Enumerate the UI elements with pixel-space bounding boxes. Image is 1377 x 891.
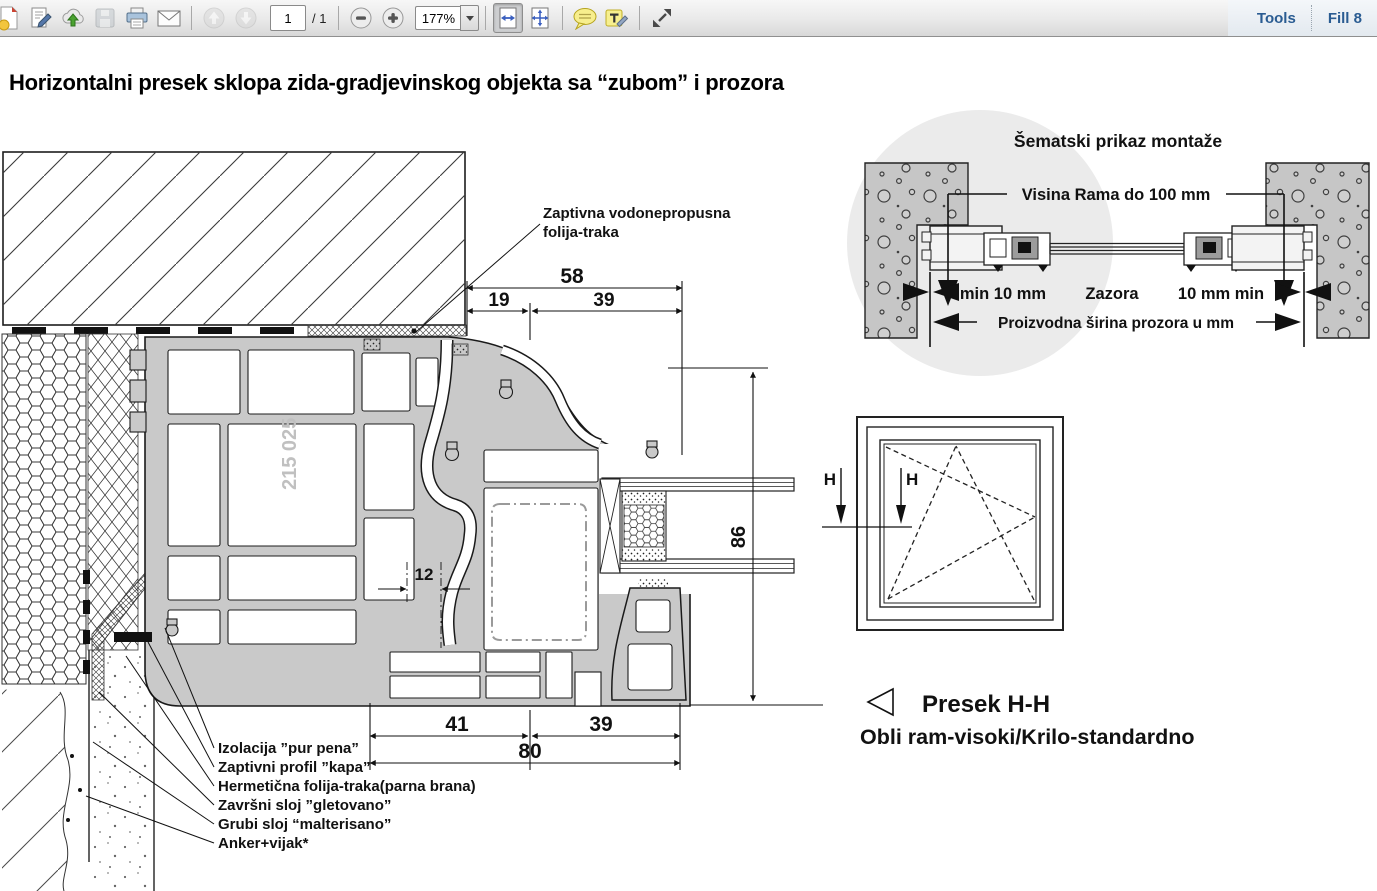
h-marker-right: H [906,470,919,489]
highlight-text-button[interactable] [602,3,632,33]
frame-height-label: Visina Rama do 100 mm [1021,186,1211,204]
montage-schematic [847,110,1369,376]
seal-label-line1: Zaptivna vodonepropusna [543,205,731,222]
triangle-left-icon [868,689,893,715]
callout-izolacija: Izolacija ”pur pena” [218,740,359,757]
page-count-label: / 1 [312,10,327,26]
comment-button[interactable] [570,3,600,33]
fit-width-button[interactable] [493,3,523,33]
pdf-toolbar [0,0,1377,37]
glass-spacer [622,491,666,561]
chevron-down-icon [465,14,475,22]
montage-frame [922,226,1312,272]
callout-zavrsni: Završni sloj ”gletovano” [218,797,392,814]
fullscreen-button[interactable] [647,3,677,33]
fit-page-icon [528,6,552,30]
section-caption [860,689,1195,749]
min-left-label: min 10 mm [959,285,1047,303]
sign-document-button[interactable] [26,3,56,33]
save-icon [93,6,117,30]
wall-hatched-block [3,152,465,325]
cloud-upload-icon [60,6,86,30]
h-marker-left: H [823,470,836,489]
technical-drawing [0,36,1377,891]
fit-page-button[interactable] [525,3,555,33]
pvc-profile [114,337,795,706]
toolbar-separator [639,6,640,30]
insulation-hex-block [2,334,86,684]
create-pdf-icon [0,5,21,31]
zoom-level-combo[interactable] [415,5,479,31]
dim-80: 80 [518,740,542,763]
toolbar-separator [338,6,339,30]
email-button[interactable] [154,3,184,33]
previous-view-button[interactable] [199,3,229,33]
gap-label: Zazora [1085,285,1139,303]
dim-39-bottom: 39 [589,713,613,736]
seal-label-line2: folija-traka [543,224,619,241]
arrow-up-icon [202,6,226,30]
zoom-level-value[interactable]: 177% [415,6,460,30]
tab-tools[interactable]: Tools [1256,9,1296,27]
callout-hermeticna: Hermetična folija-traka(parna brana) [218,778,476,795]
minus-icon [349,6,373,30]
sign-document-icon [29,6,53,30]
plus-icon [381,6,405,30]
save-button[interactable] [90,3,120,33]
expand-arrows-icon [649,5,675,31]
page-number-input[interactable] [270,5,306,31]
zoom-dropdown-button[interactable] [460,5,479,31]
email-icon [156,7,182,29]
dim-58: 58 [560,265,584,288]
caption-obli-ram: Obli ram-visoki/Krilo-standardno [860,725,1195,749]
min-right-label: 10 mm min [1177,285,1265,303]
callout-grubi: Grubi sloj “malterisano” [218,816,392,833]
dim-19: 19 [488,290,510,311]
text-highlight-icon [604,6,630,30]
callout-anker: Anker+vijak* [218,835,309,852]
zoom-in-button[interactable] [378,3,408,33]
callout-labels [218,740,476,852]
cloud-upload-button[interactable] [58,3,88,33]
dim-12: 12 [414,565,434,584]
toolbar-separator [485,6,486,30]
callout-zaptivni: Zaptivni profil ”kapa” [218,759,371,776]
comment-bubble-icon [571,6,599,30]
dim-39-top: 39 [593,290,615,311]
print-icon [124,6,150,30]
width-label: Proizvodna širina prozora u mm [998,315,1234,332]
tab-fill-sign[interactable]: Fill 8 [1327,9,1362,27]
print-button[interactable] [122,3,152,33]
zoom-out-button[interactable] [346,3,376,33]
caption-presek: Presek H-H [922,691,1051,718]
montage-title: Šematski prikaz montaže [1013,131,1223,151]
page-title: Horizontalni presek sklopa zida-gradjevinskog objekta sa “zubom” i prozora [9,70,784,95]
dim-86: 86 [728,525,750,549]
panel-tabs [1228,0,1377,36]
arrow-down-icon [234,6,258,30]
fit-width-icon [496,6,520,30]
profile-watermark: 215 025 [279,417,301,490]
dim-41: 41 [445,713,469,736]
next-view-button[interactable] [231,3,261,33]
window-elevation [822,417,1063,630]
create-pdf-button[interactable] [0,3,24,33]
toolbar-separator [562,6,563,30]
toolbar-separator [191,6,192,30]
wall-window-section [2,152,823,891]
